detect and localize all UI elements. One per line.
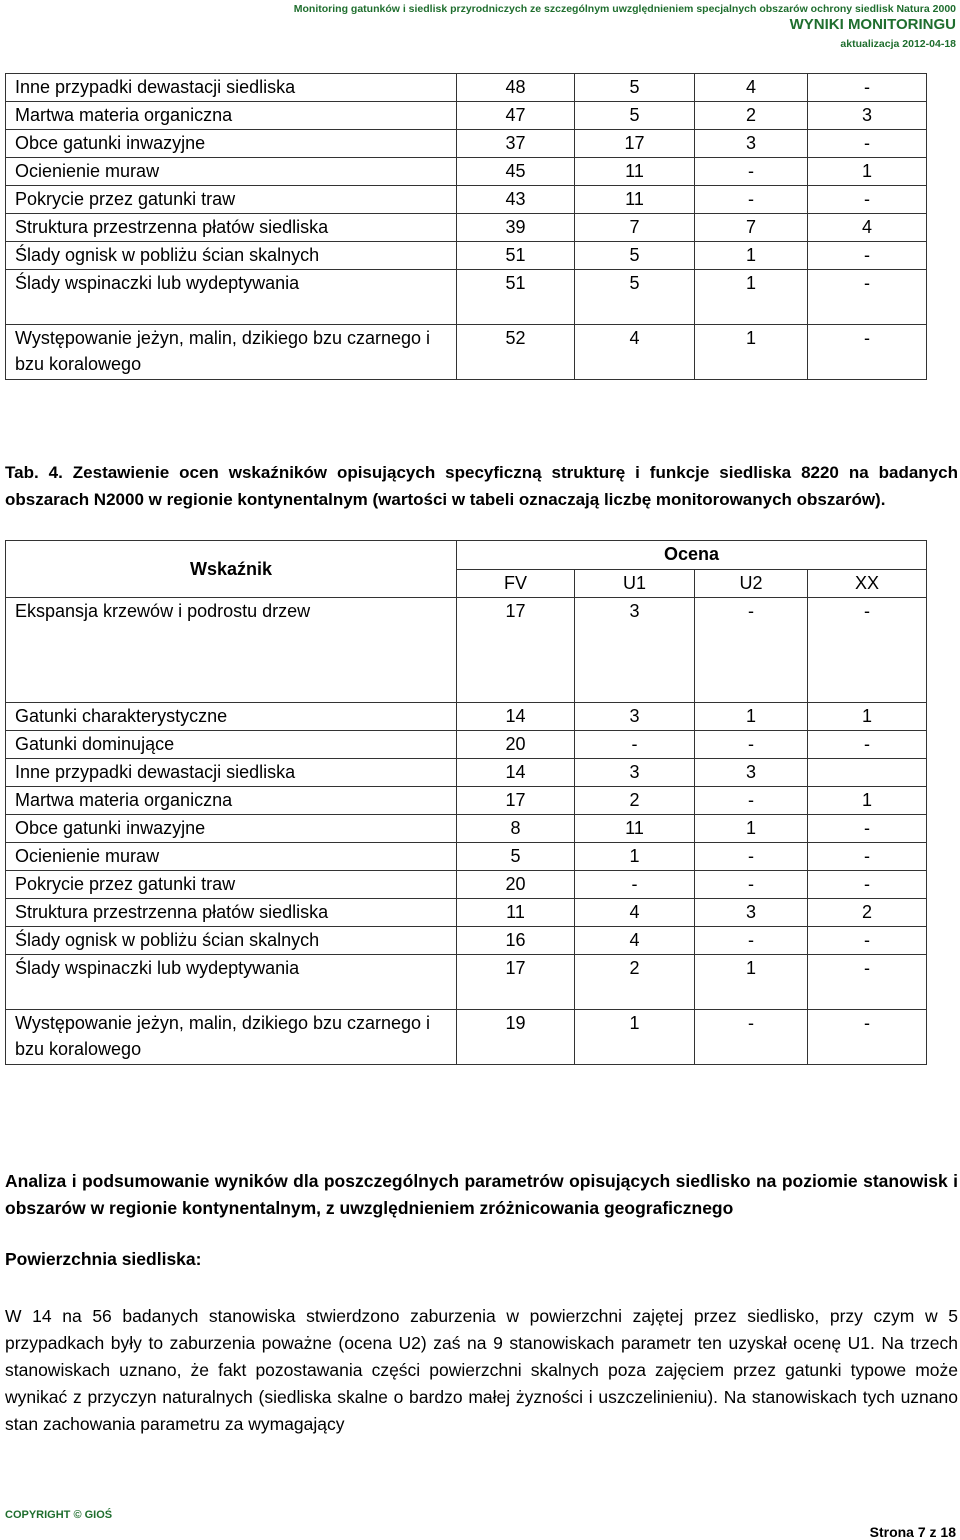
u1-cell: 17 [575, 130, 695, 158]
u1-cell: 4 [575, 325, 695, 380]
table-row [6, 214, 927, 242]
table-row [6, 74, 927, 102]
indicator-cell: Obce gatunki inwazyjne [6, 815, 457, 843]
xx-cell: - [808, 843, 927, 871]
header-wskaznik: Wskaźnik [6, 541, 457, 598]
indicator-cell: Inne przypadki dewastacji siedliska [6, 74, 457, 102]
table-row [6, 871, 927, 899]
u2-cell: - [695, 731, 808, 759]
u1-cell: 2 [575, 787, 695, 815]
xx-cell: - [808, 186, 927, 214]
header-u1: U1 [575, 570, 695, 598]
xx-cell: 1 [808, 787, 927, 815]
u1-cell: 11 [575, 158, 695, 186]
fv-cell: 16 [457, 927, 575, 955]
indicator-cell: Martwa materia organiczna [6, 787, 457, 815]
header-ocena: Ocena [457, 541, 927, 570]
fv-cell: 14 [457, 703, 575, 731]
results-table-continuation [5, 73, 927, 380]
u1-cell: 4 [575, 927, 695, 955]
u2-cell: - [695, 186, 808, 214]
u2-cell: - [695, 871, 808, 899]
table-row [6, 270, 927, 325]
u1-cell: 5 [575, 270, 695, 325]
body-paragraph: W 14 na 56 badanych stanowiska stwierdzono zaburzenia w powierzchni zajętej przez siedlisko, przy czym w 5 przypadkach były to zaburzenia poważne (ocena U2) zaś na 9 stanowiskach parametr ten uzyskał ocenę U1. Na trzech stanowiskach uznano, że fakt pozostawania części powierzchni skalnych poza zajęciem przez gatunki typowe może wynikać z przyczyn naturalnych (siedliska skalne o bardzo małej żyzności i uszczelinieniu). Na stanowiskach tych uznano stan zachowania parametru za wymagający [5, 1306, 958, 1434]
u2-cell: 4 [695, 74, 808, 102]
fv-cell: 5 [457, 843, 575, 871]
table-row [6, 843, 927, 871]
u1-cell: 5 [575, 102, 695, 130]
indicator-cell: Ślady wspinaczki lub wydeptywania [6, 270, 457, 325]
fv-cell: 20 [457, 871, 575, 899]
u2-cell: 1 [695, 270, 808, 325]
u2-cell: - [695, 598, 808, 703]
u1-cell: - [575, 871, 695, 899]
xx-cell: - [808, 74, 927, 102]
u2-cell: - [695, 1010, 808, 1065]
fv-cell: 8 [457, 815, 575, 843]
u2-cell: 3 [695, 759, 808, 787]
indicator-cell: Ocienienie muraw [6, 843, 457, 871]
u1-cell: 1 [575, 1010, 695, 1065]
table-row [6, 703, 927, 731]
header-update-date: aktualizacja 2012-04-18 [840, 38, 956, 50]
header-u2: U2 [695, 570, 808, 598]
xx-cell: 2 [808, 899, 927, 927]
table-row [6, 102, 927, 130]
table-row [6, 815, 927, 843]
fv-cell: 39 [457, 214, 575, 242]
table-row [6, 158, 927, 186]
xx-cell: - [808, 242, 927, 270]
fv-cell: 17 [457, 955, 575, 1010]
xx-cell: - [808, 815, 927, 843]
u2-cell: 1 [695, 703, 808, 731]
fv-cell: 51 [457, 270, 575, 325]
section-heading: Analiza i podsumowanie wyników dla poszczególnych parametrów opisujących siedlisko na poziomie stanowisk i obszarów w regionie kontynentalnym, z uwzględnieniem zróżnicowania geograficznego [5, 1171, 958, 1218]
fv-cell: 51 [457, 242, 575, 270]
xx-cell [808, 759, 927, 787]
fv-cell: 52 [457, 325, 575, 380]
u1-cell: 11 [575, 186, 695, 214]
table-row [6, 899, 927, 927]
xx-cell: 1 [808, 703, 927, 731]
u2-cell: - [695, 843, 808, 871]
u1-cell: 11 [575, 815, 695, 843]
xx-cell: - [808, 325, 927, 380]
table-row [6, 955, 927, 1010]
u2-cell: - [695, 158, 808, 186]
footer-page-number: Strona 7 z 18 [869, 1524, 956, 1540]
u1-cell: 7 [575, 214, 695, 242]
xx-cell: 3 [808, 102, 927, 130]
u1-cell: - [575, 731, 695, 759]
fv-cell: 17 [457, 598, 575, 703]
xx-cell: - [808, 871, 927, 899]
u2-cell: - [695, 787, 808, 815]
table-row [6, 325, 927, 380]
indicator-cell: Ślady ognisk w pobliżu ścian skalnych [6, 242, 457, 270]
u2-cell: 1 [695, 815, 808, 843]
table-row [6, 731, 927, 759]
fv-cell: 17 [457, 787, 575, 815]
fv-cell: 37 [457, 130, 575, 158]
u1-cell: 4 [575, 899, 695, 927]
u1-cell: 3 [575, 598, 695, 703]
header-project-title: Monitoring gatunków i siedlisk przyrodniczych ze szczególnym uwzględnieniem specjalnych obszarów ochrony siedlisk Natura 2000 [293, 3, 956, 15]
xx-cell: - [808, 927, 927, 955]
indicator-cell: Struktura przestrzenna płatów siedliska [6, 899, 457, 927]
indicator-cell: Ocienienie muraw [6, 158, 457, 186]
u2-cell: 1 [695, 955, 808, 1010]
table-row [6, 1010, 927, 1065]
indicator-cell: Pokrycie przez gatunki traw [6, 186, 457, 214]
u1-cell: 5 [575, 74, 695, 102]
indicator-cell: Występowanie jeżyn, malin, dzikiego bzu czarnego i bzu koralowego [6, 325, 457, 380]
fv-cell: 48 [457, 74, 575, 102]
fv-cell: 19 [457, 1010, 575, 1065]
indicator-cell: Struktura przestrzenna płatów siedliska [6, 214, 457, 242]
xx-cell: 4 [808, 214, 927, 242]
indicator-cell: Pokrycie przez gatunki traw [6, 871, 457, 899]
subsection-heading: Powierzchnia siedliska: [5, 1249, 202, 1269]
indicator-cell: Gatunki charakterystyczne [6, 703, 457, 731]
xx-cell: - [808, 731, 927, 759]
fv-cell: 20 [457, 731, 575, 759]
xx-cell: - [808, 1010, 927, 1065]
u2-cell: 2 [695, 102, 808, 130]
indicator-cell: Inne przypadki dewastacji siedliska [6, 759, 457, 787]
indicator-cell: Ekspansja krzewów i podrostu drzew [6, 598, 457, 703]
header-xx: XX [808, 570, 927, 598]
u1-cell: 3 [575, 703, 695, 731]
u1-cell: 3 [575, 759, 695, 787]
indicator-cell: Ślady wspinaczki lub wydeptywania [6, 955, 457, 1010]
indicator-cell: Ślady ognisk w pobliżu ścian skalnych [6, 927, 457, 955]
xx-cell: 1 [808, 158, 927, 186]
header-fv: FV [457, 570, 575, 598]
indicator-cell: Gatunki dominujące [6, 731, 457, 759]
table-row [6, 186, 927, 214]
u2-cell: 1 [695, 242, 808, 270]
u2-cell: 1 [695, 325, 808, 380]
results-table-8220 [5, 540, 927, 1065]
table-row [6, 130, 927, 158]
indicator-cell: Martwa materia organiczna [6, 102, 457, 130]
table-row [6, 927, 927, 955]
footer-copyright: COPYRIGHT © GIOŚ [5, 1509, 113, 1521]
u2-cell: 3 [695, 130, 808, 158]
u2-cell: 7 [695, 214, 808, 242]
u1-cell: 5 [575, 242, 695, 270]
header-section-title: WYNIKI MONITORINGU [789, 16, 956, 33]
xx-cell: - [808, 598, 927, 703]
u2-cell: - [695, 927, 808, 955]
indicator-cell: Obce gatunki inwazyjne [6, 130, 457, 158]
u1-cell: 1 [575, 843, 695, 871]
fv-cell: 14 [457, 759, 575, 787]
table-row [6, 787, 927, 815]
indicator-cell: Występowanie jeżyn, malin, dzikiego bzu czarnego i bzu koralowego [6, 1010, 457, 1065]
table-row [6, 759, 927, 787]
fv-cell: 47 [457, 102, 575, 130]
fv-cell: 11 [457, 899, 575, 927]
table-caption: Tab. 4. Zestawienie ocen wskaźników opisujących specyficzną strukturę i funkcje siedliska 8220 na badanych obszarach N2000 w regionie kontynentalnym (wartości w tabeli oznaczają liczbę monitorowanych obszarów). [5, 463, 958, 509]
xx-cell: - [808, 270, 927, 325]
u2-cell: 3 [695, 899, 808, 927]
table-row [6, 242, 927, 270]
fv-cell: 43 [457, 186, 575, 214]
xx-cell: - [808, 130, 927, 158]
u1-cell: 2 [575, 955, 695, 1010]
xx-cell: - [808, 955, 927, 1010]
table-row [6, 598, 927, 703]
fv-cell: 45 [457, 158, 575, 186]
